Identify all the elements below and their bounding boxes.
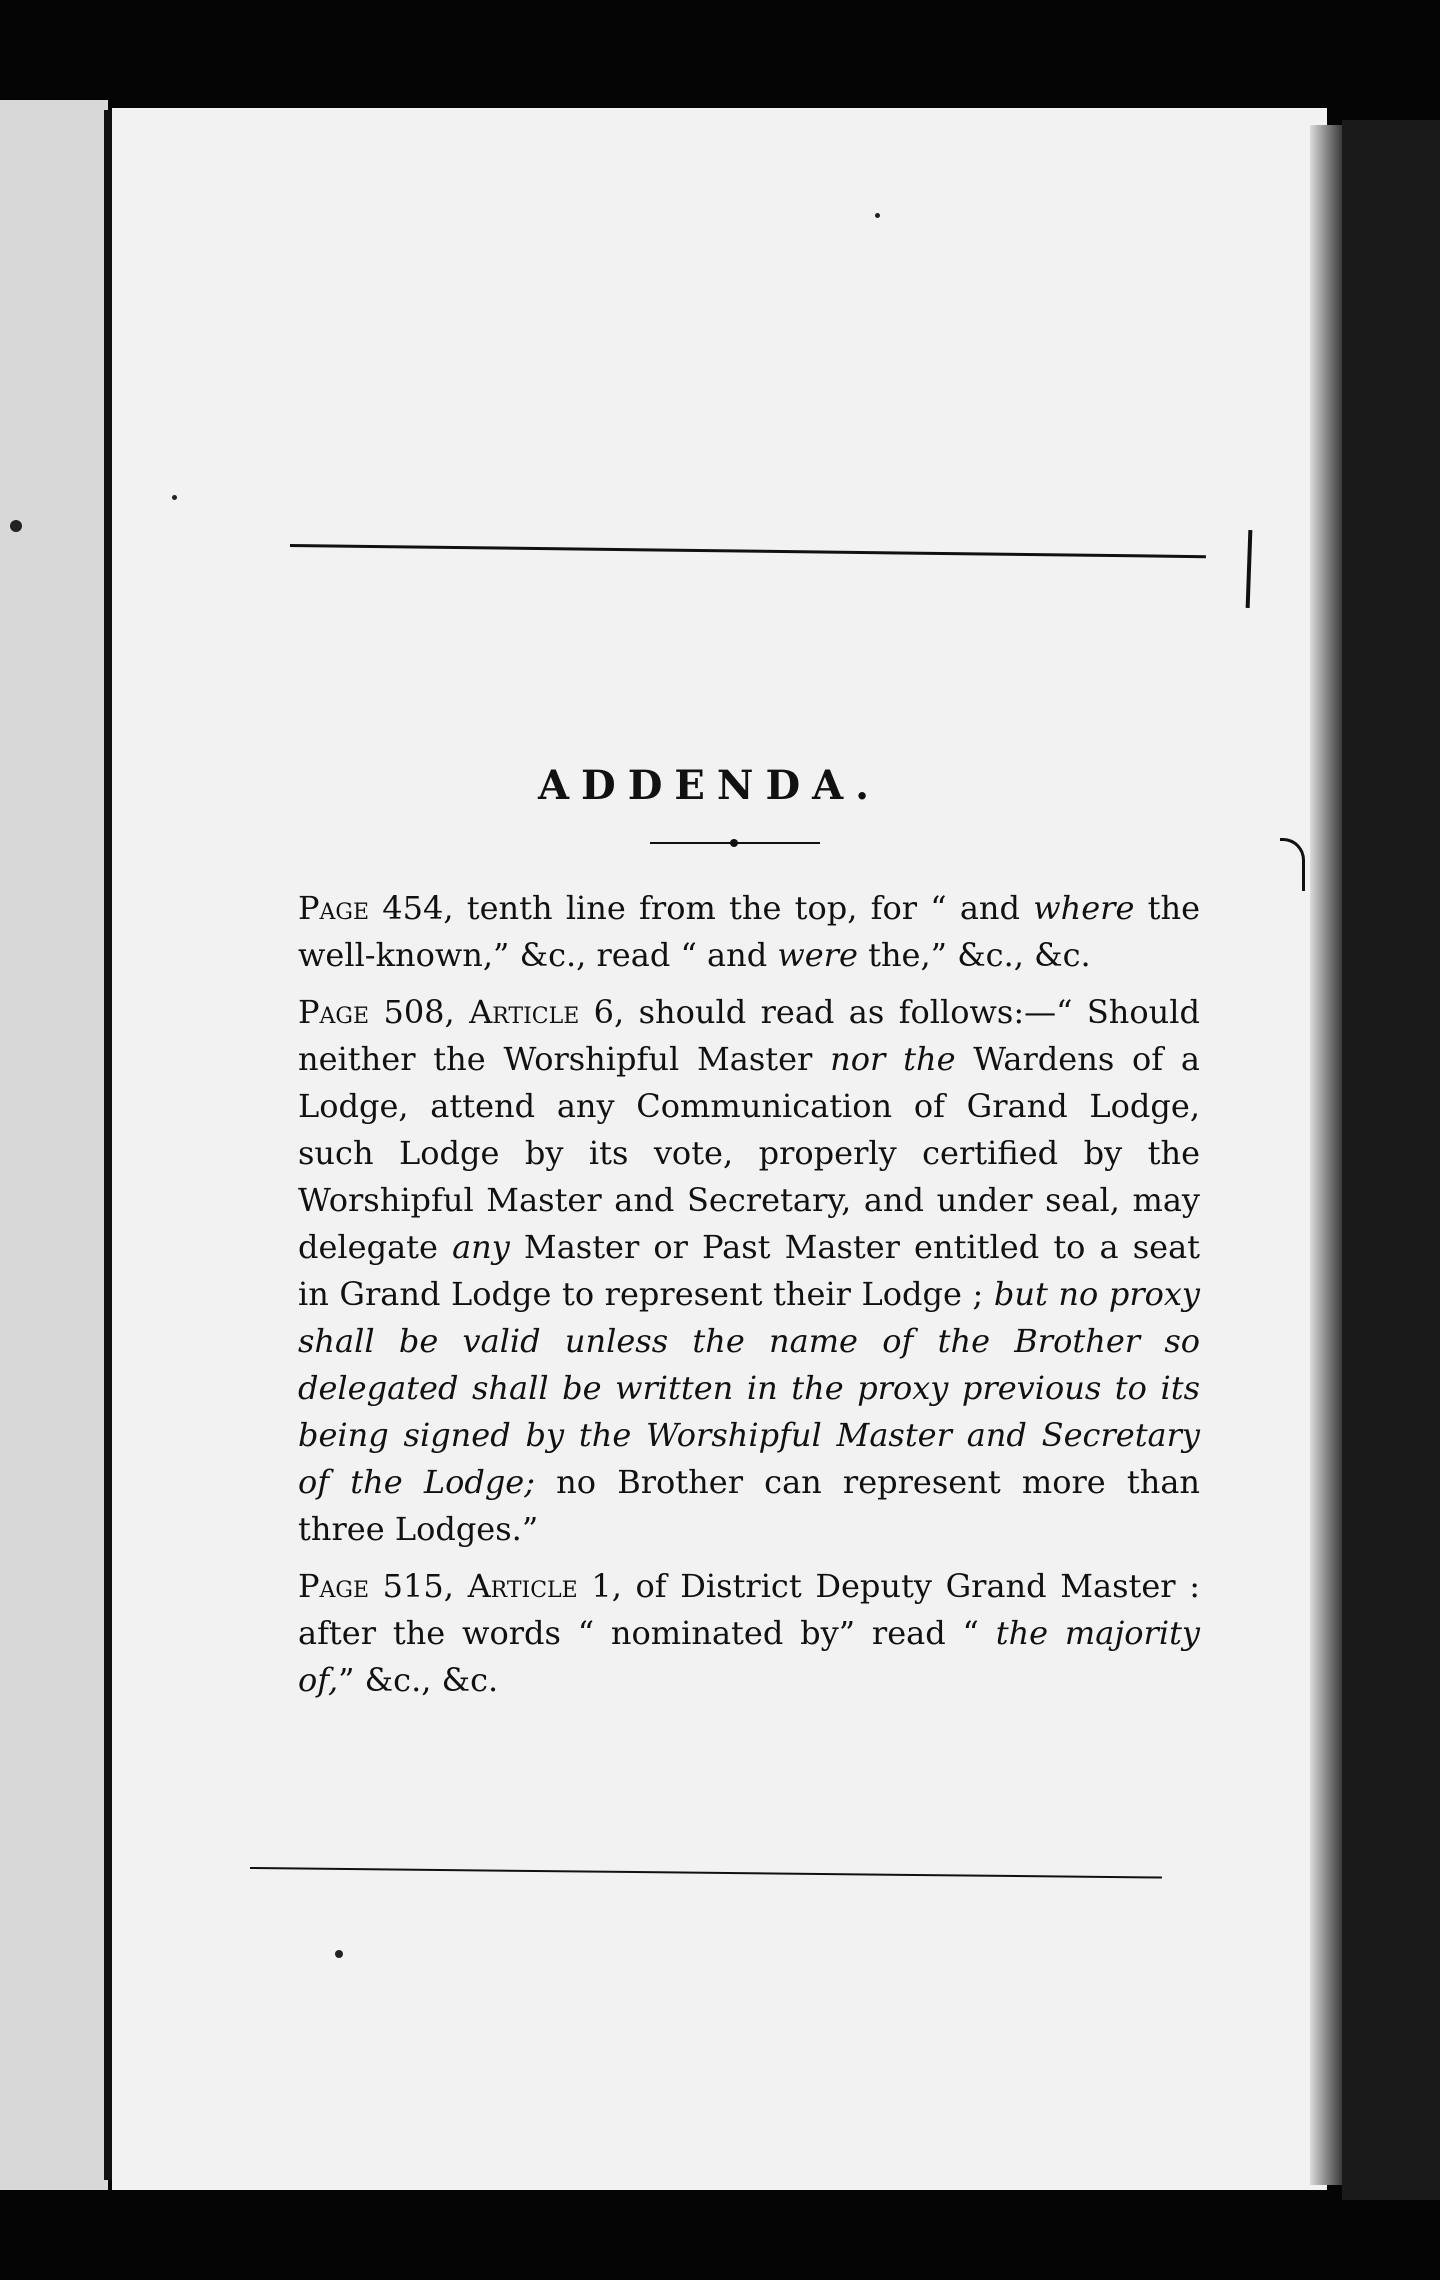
addendum-1 (250, 885, 1200, 979)
page-ref: Page (298, 889, 370, 927)
italic-text: where (1033, 889, 1135, 927)
scan-background (1342, 120, 1440, 2200)
scan-speck (172, 495, 177, 500)
entry-text: 6, should read as follows:—“ Should neither the Worshipful Master (298, 993, 1201, 1078)
entry-text: ” &c., &c. (338, 1661, 499, 1699)
entry-text: the well-known,” &c., read “ and (298, 889, 1201, 974)
page-ref: Page (298, 1567, 370, 1605)
italic-text: but no proxy shall be valid unless the name of the Brother so delegated shall be written in the proxy previous to its being signed by the Worshipful Master and Secretary of the Lodge; (298, 1275, 1201, 1501)
page-heading: ADDENDA. (538, 762, 882, 809)
entry-text: the,” &c., &c. (857, 936, 1091, 974)
italic-text: any (452, 1228, 510, 1266)
article-ref: Article (467, 1567, 578, 1605)
entry-text: no Brother can represent more than three Lodges.” (298, 1463, 1201, 1548)
italic-text: were (777, 936, 858, 974)
italic-text: the majority of, (298, 1614, 1201, 1699)
entry-text: Wardens of a Lodge, attend any Communication of Grand Lodge, such Lodge by its vote, properly certified by the Worshipful Master and Secretary, and under seal, may delegate (298, 1040, 1201, 1266)
entry-text: 1, of District Deputy Grand Master : after the words “ nominated by” read “ (298, 1567, 1201, 1652)
scan-speck (875, 213, 880, 218)
entry-text: 508, (369, 993, 470, 1031)
gutter-line (104, 110, 112, 2180)
article-ref: Article (469, 993, 580, 1031)
addendum-3 (250, 1563, 1200, 1704)
facing-page-edge (0, 100, 108, 2190)
page-ref: Page (298, 993, 370, 1031)
heading-ornament (650, 842, 820, 844)
entry-text: 454, tenth line from the top, for “ and (369, 889, 1034, 927)
entry-text: Master or Past Master entitled to a seat in Grand Lodge to represent their Lodge ; (298, 1228, 1201, 1313)
addendum-2 (250, 989, 1200, 1553)
page-edge (1310, 125, 1342, 2185)
entry-text: 515, (369, 1567, 468, 1605)
scan-speck (10, 520, 22, 532)
italic-text: nor the (830, 1040, 956, 1078)
addenda-text (250, 885, 1200, 1714)
scan-speck (335, 1950, 343, 1958)
